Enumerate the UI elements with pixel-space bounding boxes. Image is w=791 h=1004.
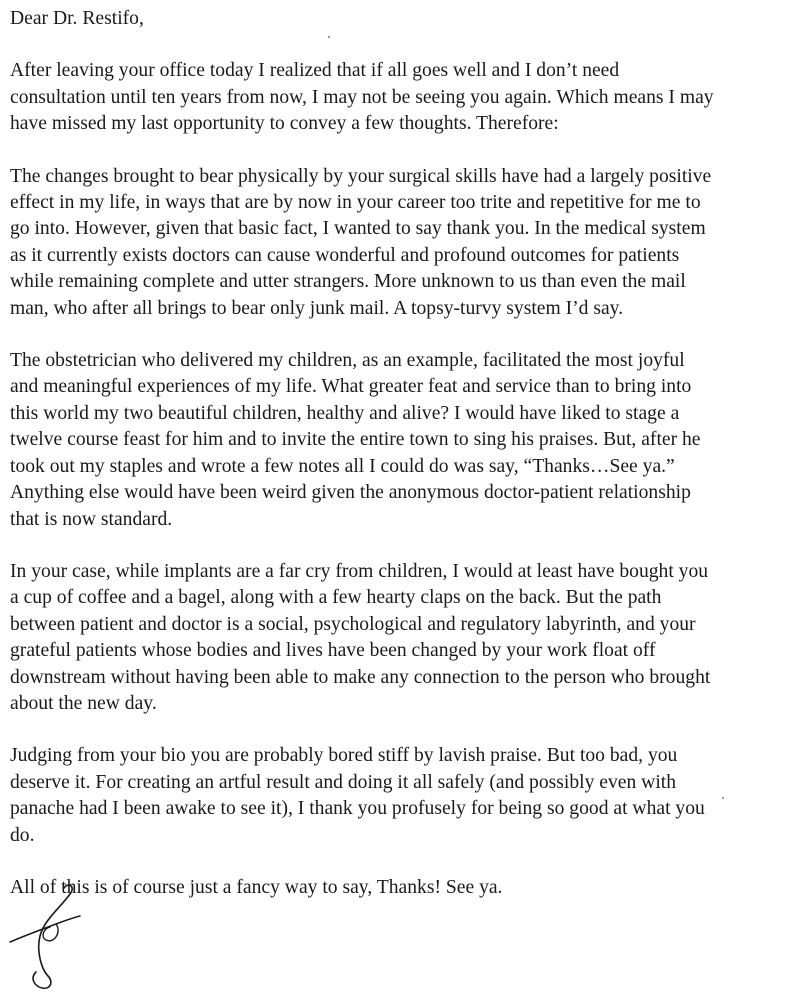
paragraph-3: The obstetrician who delivered my children, as an example, facilitated the most joyful and meaningful experiences of my life. What greater feat and service than to bring into this world my two beautiful children, healthy and alive? I would have liked to stage a twelve course feast for him and to invite the entire town to sing his praises. But, after he took out my staples and wrote a few notes all I could do was say, “Thanks…See ya.” Anything else would have been weird given the anonymous doctor-patient relationship that is now standard. — [10, 350, 701, 530]
signature-stroke — [33, 885, 72, 988]
letter-body — [10, 6, 785, 927]
salutation: Dear Dr. Restifo, — [10, 8, 144, 29]
scan-speck — [328, 36, 330, 38]
paragraph-1: After leaving your office today I realized that if all goes well and I don’t need consultation until ten years from now, I may not be seeing you again. Which means I may have missed my last opportunity to convey a few thoughts. Therefore: — [10, 60, 714, 135]
scan-speck — [722, 797, 724, 799]
paragraph-4: In your case, while implants are a far cry from children, I would at least have bought you a cup of coffee and a bagel, along with a few hearty claps on the back. But the path between patient and doctor is a social, psychological and regulatory labyrinth, and your grateful patients whose bodies and lives have been changed by your work float off downstream without having been able to make any connection to the person who brought about the new day. — [10, 560, 711, 714]
handwritten-signature — [6, 880, 86, 995]
paragraph-5: Judging from your bio you are probably bored stiff by lavish praise. But too bad, you deserve it. For creating an artful result and doing it all safely (and possibly even with panache had I been awake to see it), I thank you profusely for being so good at what you do. — [10, 745, 705, 846]
closing-line: All of this is of course just a fancy way to say, Thanks! See ya. — [10, 876, 503, 898]
paragraph-2: The changes brought to bear physically by your surgical skills have had a largely positive effect in my life, in ways that are by now in your career too trite and repetitive for me to go into. However, given that basic fact, I wanted to say thank you. In the medical system as it currently exists doctors can cause wonderful and profound outcomes for patients while remaining complete and utter strangers. More unknown to us than even the mail man, who after all brings to bear only junk mail. A topsy-turvy system I’d say. — [10, 165, 712, 319]
